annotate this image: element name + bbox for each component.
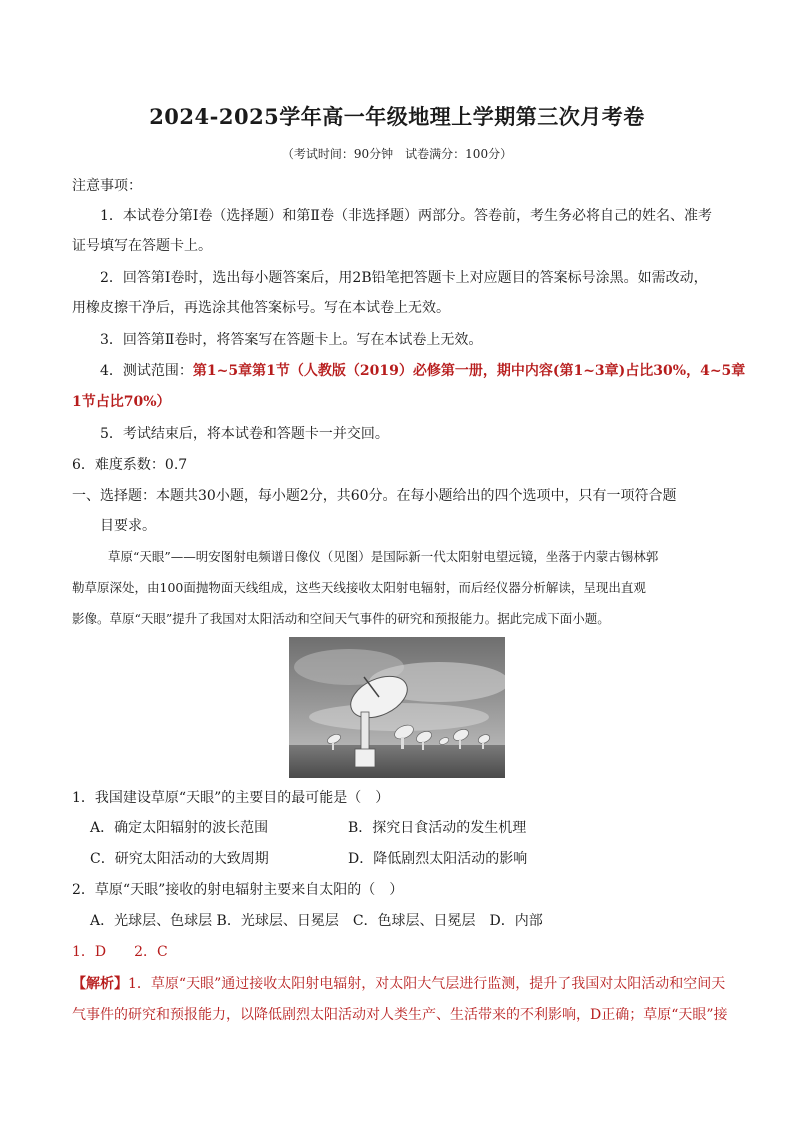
note-1b: 证号填写在答题卡上。 [72, 238, 212, 254]
answer-key: 1．D 2．C [72, 944, 168, 960]
analysis-line-1 [72, 974, 725, 994]
section-1-heading: 一、选择题：本题共30小题，每小题2分，共60分。在每小题给出的四个选项中，只有一项符合题 [72, 488, 677, 504]
q2-options: A．光球层、色球层 B．光球层、日冕层 C．色球层、日冕层 D．内部 [90, 913, 543, 929]
q1-option-c: C．研究太阳活动的大致周期 [90, 851, 269, 867]
note-4-prefix: 4．测试范围： [100, 363, 193, 379]
note-2b: 用橡皮擦干净后，再选涂其他答案标号。写在本试卷上无效。 [72, 300, 450, 316]
q1-option-a: A．确定太阳辐射的波长范围 [90, 820, 269, 836]
q1-option-d: D．降低剧烈太阳活动的影响 [348, 851, 528, 867]
note-6: 6．难度系数：0.7 [72, 457, 188, 473]
passage-line-3: 影像。草原“天眼”提升了我国对太阳活动和空间天气事件的研究和预报能力。据此完成下面小题。 [72, 611, 610, 626]
page-title: 2024-2025学年高一年级地理上学期第三次月考卷 [149, 104, 645, 129]
note-5: 5．考试结束后，将本试卷和答题卡一并交回。 [100, 426, 389, 442]
q1-option-b: B．探究日食活动的发生机理 [348, 820, 527, 836]
notes-heading: 注意事项： [72, 178, 142, 194]
passage-line-2: 勒草原深处，由100面抛物面天线组成，这些天线接收太阳射电辐射，而后经仪器分析解读，呈现出直观 [72, 580, 646, 595]
section-1-heading-cont: 目要求。 [100, 518, 156, 534]
note-4a [100, 361, 745, 381]
passage-line-1: 草原“天眼”——明安图射电频谱日像仪（见图）是国际新一代太阳射电望远镜，坐落于内蒙古锡林郭 [108, 549, 659, 564]
note-4b: 1节占比70%） [72, 394, 171, 410]
note-2a: 2．回答第Ⅰ卷时，选出每小题答案后，用2B铅笔把答题卡上对应题目的答案标号涂黑。如需改动， [100, 270, 708, 286]
q2-stem: 2．草原“天眼”接收的射电辐射主要来自太阳的（ ） [72, 882, 404, 898]
exam-info: （考试时间：90分钟 试卷满分：100分） [281, 147, 513, 161]
note-4-scope: 第1~5章第1节（人教版（2019）必修第一册，期中内容(第1~3章)占比30%，4~5章 [192, 363, 746, 379]
analysis-label: 【解析】 [72, 976, 128, 992]
q1-stem: 1．我国建设草原“天眼”的主要目的最可能是（ ） [72, 790, 390, 806]
analysis-text-1: 1．草原“天眼”通过接收太阳射电辐射，对太阳大气层进行监测，提升了我国对太阳活动和空间天 [128, 976, 726, 992]
analysis-line-2: 气事件的研究和预报能力，以降低剧烈太阳活动对人类生产、生活带来的不利影响，D正确；草原“天眼”接 [72, 1007, 728, 1023]
radio-telescope-photo [289, 637, 505, 778]
note-1a: 1．本试卷分第Ⅰ卷（选择题）和第Ⅱ卷（非选择题）两部分。答卷前，考生务必将自己的姓名、准考 [100, 208, 712, 224]
note-3: 3．回答第Ⅱ卷时，将答案写在答题卡上。写在本试卷上无效。 [100, 332, 483, 348]
